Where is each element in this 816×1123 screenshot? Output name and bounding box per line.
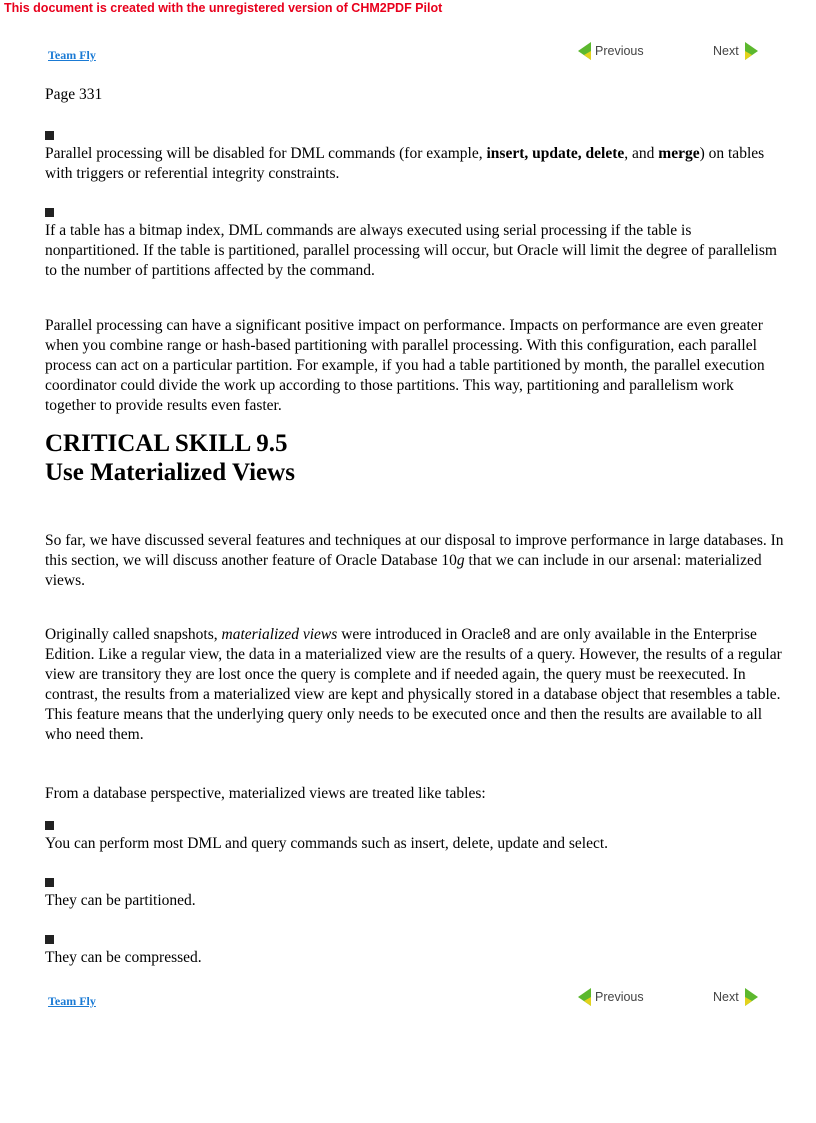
- watermark-banner: This document is created with the unregistered version of CHM2PDF Pilot: [4, 1, 443, 15]
- previous-arrow-icon: [578, 42, 592, 60]
- paragraph-text: that we can include in our arsenal: materialized views.: [45, 552, 762, 589]
- paragraph-text: were introduced in Oracle8 and are only available in the Enterprise Edition. Like a regular view, the data in a materialized view are the results of a query. However, the results of a regular view are transitory they are lost once the query is complete and if needed again, the query must be reexecuted. In contrast, the results from a materialized view are kept and physically stored in a database object that resembles a table. This feature means that the underlying query only needs to be executed once and then the results are available to all who need them.: [45, 626, 782, 743]
- previous-button[interactable]: [578, 988, 644, 1006]
- section-heading-line1: CRITICAL SKILL 9.5: [45, 430, 288, 457]
- next-label: Next: [713, 44, 739, 58]
- paragraph-parallel-performance: Parallel processing can have a significant positive impact on performance. Impacts on performance are even greater when you combine range or hash-based partitioning with parallel processing. With this configuration, each parallel process can act on a particular partition. For example, if you had a table partitioned by month, the parallel execution coordinator could divide the work up according to those partitions. This way, partitioning and parallelism work together to provide results even faster.: [45, 317, 765, 414]
- bottom-nav-bar: [0, 988, 816, 1012]
- bullet-item-dml-triggers: [45, 144, 785, 184]
- italic-term: materialized views: [221, 626, 338, 643]
- bullet-text: ) on tables with triggers or referential integrity constraints.: [45, 145, 765, 182]
- bullet-square-icon: [45, 131, 54, 140]
- previous-label: Previous: [595, 44, 644, 58]
- bullet-text: Parallel processing will be disabled for DML commands (for example,: [45, 145, 487, 162]
- section-heading-line2: Use Materialized Views: [45, 459, 295, 486]
- bullet-item-dml-commands: You can perform most DML and query commands such as insert, delete, update and select.: [45, 835, 609, 852]
- previous-button[interactable]: [578, 42, 644, 60]
- paragraph-text: Originally called snapshots,: [45, 626, 222, 643]
- bullet-item-partitioned: They can be partitioned.: [45, 892, 196, 909]
- bold-merge: merge: [658, 145, 700, 162]
- bold-commands: insert, update, delete: [486, 145, 625, 162]
- page-number: Page 331: [45, 86, 103, 103]
- next-button[interactable]: [713, 988, 758, 1006]
- bullet-square-icon: [45, 878, 54, 887]
- next-arrow-icon: [744, 988, 758, 1006]
- paragraph-database-perspective: From a database perspective, materialized views are treated like tables:: [45, 785, 486, 802]
- bullet-square-icon: [45, 935, 54, 944]
- team-fly-link[interactable]: Team Fly: [48, 48, 96, 62]
- italic-g: g: [456, 552, 465, 569]
- next-arrow-icon: [744, 42, 758, 60]
- previous-arrow-icon: [578, 988, 592, 1006]
- bullet-square-icon: [45, 821, 54, 830]
- next-label: Next: [713, 990, 739, 1004]
- paragraph-originally-called: [45, 625, 785, 745]
- team-fly-link[interactable]: Team Fly: [48, 994, 96, 1008]
- bullet-item-bitmap-index: If a table has a bitmap index, DML commands are always executed using serial processing if the table is nonpartitioned. If the table is partitioned, parallel processing will occur, but Oracle will limit the degree of parallelism to the number of partitions affected by the command.: [45, 222, 777, 279]
- bullet-item-compressed: They can be compressed.: [45, 949, 202, 966]
- paragraph-so-far: [45, 531, 785, 591]
- next-button[interactable]: [713, 42, 758, 60]
- top-nav-bar: [0, 42, 816, 66]
- previous-label: Previous: [595, 990, 644, 1004]
- bullet-text: , and: [624, 145, 659, 162]
- bullet-square-icon: [45, 208, 54, 217]
- paragraph-text: So far, we have discussed several features and techniques at our disposal to improve performance in large databases. In this section, we will discuss another feature of Oracle Database 10: [45, 532, 784, 569]
